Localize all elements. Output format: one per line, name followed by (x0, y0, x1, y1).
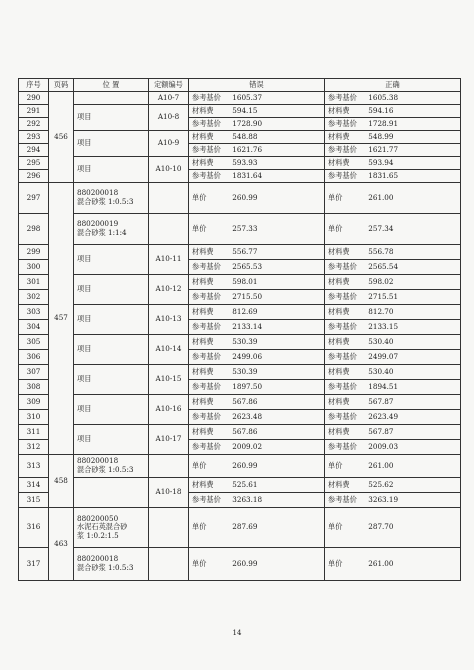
correct-value: 1605.38 (368, 92, 399, 102)
wrong-label: 参考基价 (192, 321, 221, 331)
wrong-value: 548.88 (232, 131, 258, 141)
wrong-cell (189, 380, 325, 395)
table-row (19, 365, 461, 380)
wrong-value: 594.15 (232, 105, 258, 115)
material-code: 880200050 (77, 513, 119, 523)
wrong-cell (189, 92, 325, 105)
correct-label: 参考基价 (328, 261, 357, 271)
correct-cell (325, 105, 461, 118)
seq-cell: 293 (19, 131, 49, 144)
seq-cell: 294 (19, 144, 49, 157)
correct-label: 参考基价 (328, 92, 357, 102)
seq-cell: 309 (19, 395, 49, 410)
correct-value: 812.70 (368, 306, 394, 316)
position-cell: 项目 (74, 365, 149, 395)
seq-cell: 291 (19, 105, 49, 118)
correct-value: 1831.65 (368, 170, 399, 180)
page-cell: 463 (49, 508, 74, 581)
wrong-cell (189, 118, 325, 131)
correct-cell (325, 365, 461, 380)
quota-cell: A10-16 (149, 395, 189, 425)
quota-cell (149, 455, 189, 478)
wrong-value: 530.39 (232, 366, 258, 376)
correct-label: 参考基价 (328, 351, 357, 361)
position-cell: 项目 (74, 157, 149, 183)
seq-cell: 299 (19, 245, 49, 260)
header-position: 位 置 (74, 79, 149, 92)
wrong-cell (189, 260, 325, 275)
correct-cell (325, 305, 461, 320)
seq-cell: 298 (19, 214, 49, 245)
seq-cell: 312 (19, 440, 49, 455)
seq-cell: 304 (19, 320, 49, 335)
correct-label: 参考基价 (328, 381, 357, 391)
position-cell (74, 478, 149, 508)
quota-cell: A10-11 (149, 245, 189, 275)
wrong-cell (189, 214, 325, 245)
correct-label: 单价 (328, 223, 343, 233)
wrong-value: 257.33 (232, 223, 258, 233)
seq-cell: 292 (19, 118, 49, 131)
quota-cell (149, 183, 189, 214)
seq-cell: 307 (19, 365, 49, 380)
wrong-label: 参考基价 (192, 170, 221, 180)
material-name: 混合砂浆 1:1:4 (77, 228, 127, 237)
quota-cell: A10-10 (149, 157, 189, 183)
wrong-value: 2133.14 (232, 321, 263, 331)
wrong-label: 参考基价 (192, 411, 221, 421)
position-cell: 项目 (74, 131, 149, 157)
wrong-cell (189, 395, 325, 410)
correct-label: 材料费 (328, 396, 350, 406)
seq-cell: 308 (19, 380, 49, 395)
correct-value: 257.34 (368, 223, 394, 233)
table-row (19, 455, 461, 478)
material-code: 880200018 (77, 554, 119, 564)
wrong-value: 3263.18 (232, 494, 263, 504)
table-row (19, 508, 461, 548)
seq-cell: 316 (19, 508, 49, 548)
seq-cell: 317 (19, 548, 49, 581)
position-cell: 项目 (74, 395, 149, 425)
wrong-cell (189, 170, 325, 183)
correct-label: 材料费 (328, 479, 350, 489)
wrong-cell (189, 350, 325, 365)
correct-cell (325, 275, 461, 290)
wrong-label: 材料费 (192, 366, 214, 376)
correct-cell (325, 290, 461, 305)
wrong-value: 1728.90 (232, 118, 263, 128)
wrong-label: 参考基价 (192, 494, 221, 504)
table-row (19, 478, 461, 493)
quota-cell: A10-8 (149, 105, 189, 131)
wrong-label: 参考基价 (192, 351, 221, 361)
wrong-label: 单价 (192, 192, 207, 202)
wrong-value: 1897.50 (232, 381, 263, 391)
wrong-label: 参考基价 (192, 261, 221, 271)
position-cell: 项目 (74, 245, 149, 275)
correct-cell (325, 320, 461, 335)
wrong-value: 812.69 (232, 306, 258, 316)
correct-label: 单价 (328, 192, 343, 202)
correct-value: 1621.77 (368, 144, 399, 154)
position-cell (74, 548, 149, 581)
wrong-cell (189, 183, 325, 214)
wrong-value: 556.77 (232, 246, 258, 256)
wrong-label: 材料费 (192, 426, 214, 436)
position-cell: 项目 (74, 305, 149, 335)
wrong-value: 567.86 (232, 396, 258, 406)
position-cell (74, 455, 149, 478)
correct-label: 材料费 (328, 276, 350, 286)
seq-cell: 290 (19, 92, 49, 105)
table-row (19, 335, 461, 350)
table-row (19, 92, 461, 105)
wrong-label: 单价 (192, 460, 207, 470)
seq-cell: 296 (19, 170, 49, 183)
quota-cell: A10-18 (149, 478, 189, 508)
correct-cell (325, 144, 461, 157)
correct-cell (325, 380, 461, 395)
correct-label: 参考基价 (328, 118, 357, 128)
position-cell: 项目 (74, 105, 149, 131)
correct-value: 2009.03 (368, 441, 399, 451)
material-code: 880200018 (77, 456, 119, 466)
correct-value: 594.16 (368, 105, 394, 115)
correct-cell (325, 455, 461, 478)
page-number: 14 (232, 629, 242, 637)
correct-label: 单价 (328, 460, 343, 470)
correct-cell (325, 260, 461, 275)
table-row (19, 245, 461, 260)
wrong-value: 598.01 (232, 276, 258, 286)
material-code: 880200018 (77, 188, 119, 198)
correct-value: 2623.49 (368, 411, 399, 421)
material-name-cont: 浆 1:0.2:1.5 (77, 530, 119, 540)
correct-cell (325, 410, 461, 425)
page-cell: 458 (49, 455, 74, 508)
wrong-label: 参考基价 (192, 118, 221, 128)
correct-cell (325, 493, 461, 508)
correct-cell (325, 245, 461, 260)
table-header-row (19, 79, 461, 92)
correct-label: 材料费 (328, 131, 350, 141)
material-name: 混合砂浆 1:0.5:3 (77, 197, 134, 206)
wrong-label: 材料费 (192, 479, 214, 489)
seq-cell: 310 (19, 410, 49, 425)
wrong-label: 单价 (192, 558, 207, 568)
wrong-value: 2565.53 (232, 261, 263, 271)
wrong-value: 525.61 (232, 479, 258, 489)
wrong-cell (189, 305, 325, 320)
wrong-label: 材料费 (192, 336, 214, 346)
correct-value: 567.87 (368, 426, 394, 436)
correct-cell (325, 425, 461, 440)
seq-cell: 301 (19, 275, 49, 290)
correct-label: 参考基价 (328, 291, 357, 301)
wrong-value: 1621.76 (232, 144, 263, 154)
wrong-value: 260.99 (232, 558, 258, 568)
header-wrong: 错误 (189, 79, 325, 92)
wrong-cell (189, 290, 325, 305)
correct-value: 1894.51 (368, 381, 399, 391)
wrong-label: 材料费 (192, 246, 214, 256)
seq-cell: 311 (19, 425, 49, 440)
table-row (19, 183, 461, 214)
wrong-value: 260.99 (232, 460, 258, 470)
correct-value: 261.00 (368, 558, 394, 568)
seq-cell: 314 (19, 478, 49, 493)
quota-cell: A10-12 (149, 275, 189, 305)
table-row (19, 131, 461, 144)
header-page: 页码 (49, 79, 74, 92)
header-correct: 正确 (325, 79, 461, 92)
correct-label: 单价 (328, 558, 343, 568)
wrong-label: 参考基价 (192, 144, 221, 154)
correct-label: 参考基价 (328, 494, 357, 504)
page-cell: 456 (49, 92, 74, 183)
wrong-cell (189, 275, 325, 290)
wrong-cell (189, 335, 325, 350)
wrong-value: 2499.06 (232, 351, 263, 361)
wrong-value: 2623.48 (232, 411, 263, 421)
wrong-label: 材料费 (192, 105, 214, 115)
seq-cell: 303 (19, 305, 49, 320)
correct-cell (325, 335, 461, 350)
header-seq: 序号 (19, 79, 49, 92)
wrong-value: 1831.64 (232, 170, 263, 180)
seq-cell: 313 (19, 455, 49, 478)
seq-cell: 302 (19, 290, 49, 305)
wrong-label: 参考基价 (192, 381, 221, 391)
wrong-label: 参考基价 (192, 441, 221, 451)
wrong-cell (189, 245, 325, 260)
position-cell (74, 183, 149, 214)
wrong-label: 单价 (192, 223, 207, 233)
correct-value: 1728.91 (368, 118, 399, 128)
correct-value: 556.78 (368, 246, 394, 256)
material-name: 混合砂浆 1:0.5:3 (77, 465, 134, 474)
table-row (19, 305, 461, 320)
correct-value: 287.70 (368, 522, 394, 532)
correct-cell (325, 478, 461, 493)
wrong-cell (189, 365, 325, 380)
wrong-cell (189, 440, 325, 455)
correct-label: 参考基价 (328, 144, 357, 154)
wrong-cell (189, 144, 325, 157)
correct-cell (325, 131, 461, 144)
seq-cell: 305 (19, 335, 49, 350)
correct-label: 材料费 (328, 336, 350, 346)
quota-cell (149, 214, 189, 245)
correct-label: 参考基价 (328, 441, 357, 451)
wrong-value: 2009.02 (232, 441, 263, 451)
correct-value: 530.40 (368, 366, 394, 376)
wrong-value: 593.93 (232, 157, 258, 167)
correct-value: 261.00 (368, 460, 394, 470)
position-cell (74, 508, 149, 548)
correct-label: 材料费 (328, 306, 350, 316)
correct-value: 548.99 (368, 131, 394, 141)
correct-label: 材料费 (328, 105, 350, 115)
correct-cell (325, 118, 461, 131)
wrong-value: 260.99 (232, 192, 258, 202)
correct-cell (325, 157, 461, 170)
correct-label: 参考基价 (328, 321, 357, 331)
seq-cell: 300 (19, 260, 49, 275)
wrong-label: 材料费 (192, 276, 214, 286)
wrong-label: 材料费 (192, 131, 214, 141)
position-cell: 项目 (74, 275, 149, 305)
correct-label: 单价 (328, 522, 343, 532)
wrong-cell (189, 425, 325, 440)
wrong-value: 567.86 (232, 426, 258, 436)
wrong-cell (189, 157, 325, 170)
wrong-cell (189, 320, 325, 335)
correct-cell (325, 170, 461, 183)
correct-cell (325, 214, 461, 245)
wrong-value: 1605.37 (232, 92, 263, 102)
wrong-cell (189, 131, 325, 144)
correct-label: 材料费 (328, 157, 350, 167)
position-cell (74, 92, 149, 105)
wrong-label: 单价 (192, 522, 207, 532)
material-name: 水泥石英混合砂 (77, 522, 128, 532)
correct-value: 2565.54 (368, 261, 399, 271)
seq-cell: 295 (19, 157, 49, 170)
table-row (19, 548, 461, 581)
wrong-label: 参考基价 (192, 291, 221, 301)
correct-cell (325, 350, 461, 365)
correct-label: 材料费 (328, 426, 350, 436)
correct-label: 参考基价 (328, 170, 357, 180)
seq-cell: 306 (19, 350, 49, 365)
table-row (19, 275, 461, 290)
quota-cell: A10-14 (149, 335, 189, 365)
wrong-cell (189, 410, 325, 425)
correct-value: 261.00 (368, 192, 394, 202)
correct-cell (325, 395, 461, 410)
wrong-label: 材料费 (192, 306, 214, 316)
correct-value: 2499.07 (368, 351, 399, 361)
correct-value: 2133.15 (368, 321, 399, 331)
correct-cell (325, 183, 461, 214)
correct-label: 材料费 (328, 366, 350, 376)
position-cell: 项目 (74, 425, 149, 455)
correct-value: 2715.51 (368, 291, 399, 301)
wrong-value: 287.69 (232, 522, 258, 532)
wrong-cell (189, 455, 325, 478)
correct-cell (325, 92, 461, 105)
wrong-value: 2715.50 (232, 291, 263, 301)
correct-cell (325, 508, 461, 548)
table-row (19, 425, 461, 440)
errata-table (18, 78, 461, 581)
wrong-label: 材料费 (192, 157, 214, 167)
seq-cell: 297 (19, 183, 49, 214)
correct-value: 3263.19 (368, 494, 399, 504)
correct-label: 材料费 (328, 246, 350, 256)
correct-cell (325, 440, 461, 455)
wrong-label: 材料费 (192, 396, 214, 406)
wrong-cell (189, 493, 325, 508)
table-row (19, 105, 461, 118)
wrong-cell (189, 548, 325, 581)
material-code: 880200019 (77, 219, 119, 229)
correct-value: 593.94 (368, 157, 394, 167)
correct-value: 598.02 (368, 276, 394, 286)
correct-cell (325, 548, 461, 581)
wrong-cell (189, 508, 325, 548)
quota-cell: A10-7 (149, 92, 189, 105)
header-quota: 定额编号 (149, 79, 189, 92)
correct-value: 530.40 (368, 336, 394, 346)
quota-cell: A10-15 (149, 365, 189, 395)
wrong-label: 参考基价 (192, 92, 221, 102)
table-row (19, 395, 461, 410)
quota-cell: A10-13 (149, 305, 189, 335)
table-row (19, 157, 461, 170)
quota-cell: A10-17 (149, 425, 189, 455)
seq-cell: 315 (19, 493, 49, 508)
position-cell: 项目 (74, 335, 149, 365)
page-cell: 457 (49, 183, 74, 455)
quota-cell (149, 548, 189, 581)
position-cell (74, 214, 149, 245)
material-name: 混合砂浆 1:0.5:3 (77, 563, 134, 572)
correct-value: 567.87 (368, 396, 394, 406)
wrong-value: 530.39 (232, 336, 258, 346)
correct-value: 525.62 (368, 479, 394, 489)
quota-cell (149, 508, 189, 548)
correct-label: 参考基价 (328, 411, 357, 421)
wrong-cell (189, 105, 325, 118)
table-row (19, 214, 461, 245)
quota-cell: A10-9 (149, 131, 189, 157)
wrong-cell (189, 478, 325, 493)
